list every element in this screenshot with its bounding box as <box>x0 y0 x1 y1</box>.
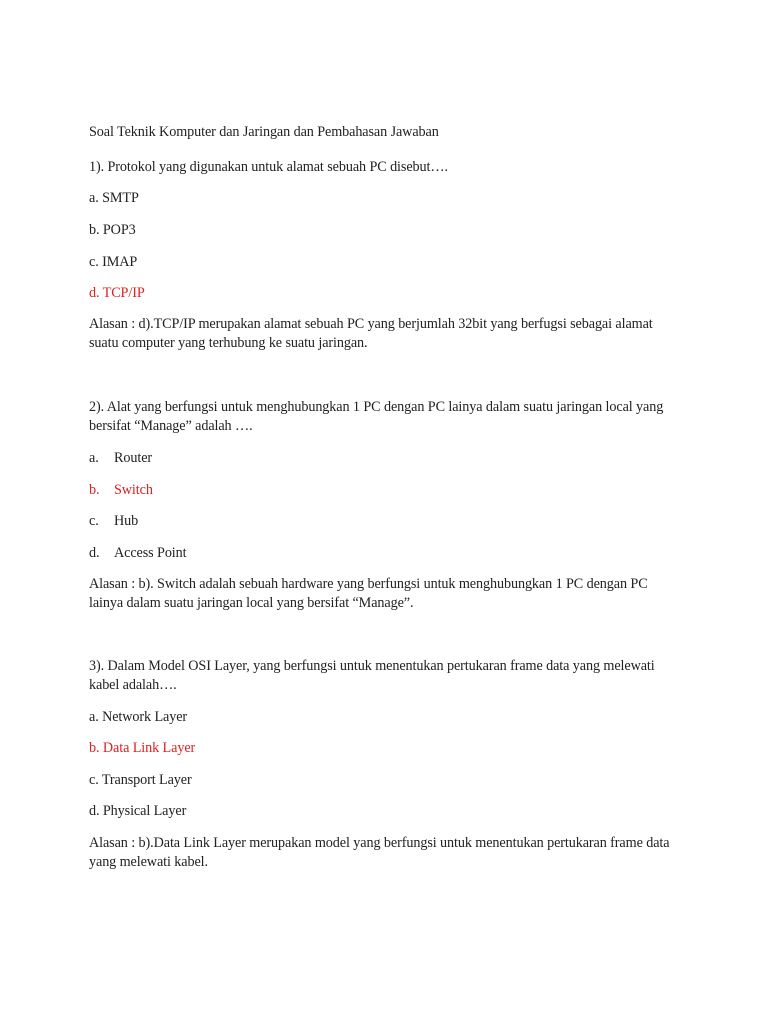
q2-option-d <box>89 543 187 563</box>
q2-option-d-label: d. <box>89 545 100 561</box>
q2-option-a-label: a. <box>89 450 99 466</box>
q3-option-a: a. Network Layer <box>89 709 188 725</box>
question-3-line-1: 3). Dalam Model OSI Layer, yang berfungsi untuk menentukan pertukaran frame data yang melewati <box>89 658 655 674</box>
q2-option-c-text: Hub <box>114 513 139 529</box>
q1-reason-line-1: Alasan : d).TCP/IP merupakan alamat sebuah PC yang berjumlah 32bit yang berfugsi sebagai alamat <box>89 316 653 332</box>
q1-option-c: c. IMAP <box>89 254 138 270</box>
question-3-line-2: kabel adalah…. <box>89 677 177 693</box>
q2-option-b-answer <box>89 480 153 500</box>
question-1: 1). Protokol yang digunakan untuk alamat sebuah PC disebut…. <box>89 159 448 175</box>
q2-option-d-text: Access Point <box>114 545 187 561</box>
q3-reason-line-2: yang melewati kabel. <box>89 854 208 870</box>
q2-option-b-text: Switch <box>114 482 153 498</box>
q1-option-a: a. SMTP <box>89 190 139 206</box>
q2-option-a-text: Router <box>114 450 153 466</box>
q3-reason-line-1: Alasan : b).Data Link Layer merupakan model yang berfungsi untuk menentukan pertukaran frame data <box>89 835 670 851</box>
question-2-line-1: 2). Alat yang berfungsi untuk menghubungkan 1 PC dengan PC lainya dalam suatu jaringan local yang <box>89 399 664 415</box>
q2-option-c <box>89 511 138 531</box>
q2-option-b-label: b. <box>89 482 100 498</box>
q1-option-b: b. POP3 <box>89 222 136 238</box>
q3-option-c: c. Transport Layer <box>89 772 192 788</box>
q3-option-d: d. Physical Layer <box>89 803 187 819</box>
q2-reason-line-2: lainya dalam suatu jaringan local yang bersifat “Manage”. <box>89 595 414 611</box>
q2-reason-line-1: Alasan : b). Switch adalah sebuah hardware yang berfungsi untuk menghubungkan 1 PC dengan PC <box>89 576 648 592</box>
q1-option-d-answer: d. TCP/IP <box>89 285 145 301</box>
question-2-line-2: bersifat “Manage” adalah …. <box>89 418 253 434</box>
q2-option-c-label: c. <box>89 513 99 529</box>
q1-reason-line-2: suatu computer yang terhubung ke suatu jaringan. <box>89 335 368 351</box>
q3-option-b-answer: b. Data Link Layer <box>89 740 196 756</box>
q2-option-a <box>89 448 152 468</box>
document-title: Soal Teknik Komputer dan Jaringan dan Pembahasan Jawaban <box>89 124 439 140</box>
